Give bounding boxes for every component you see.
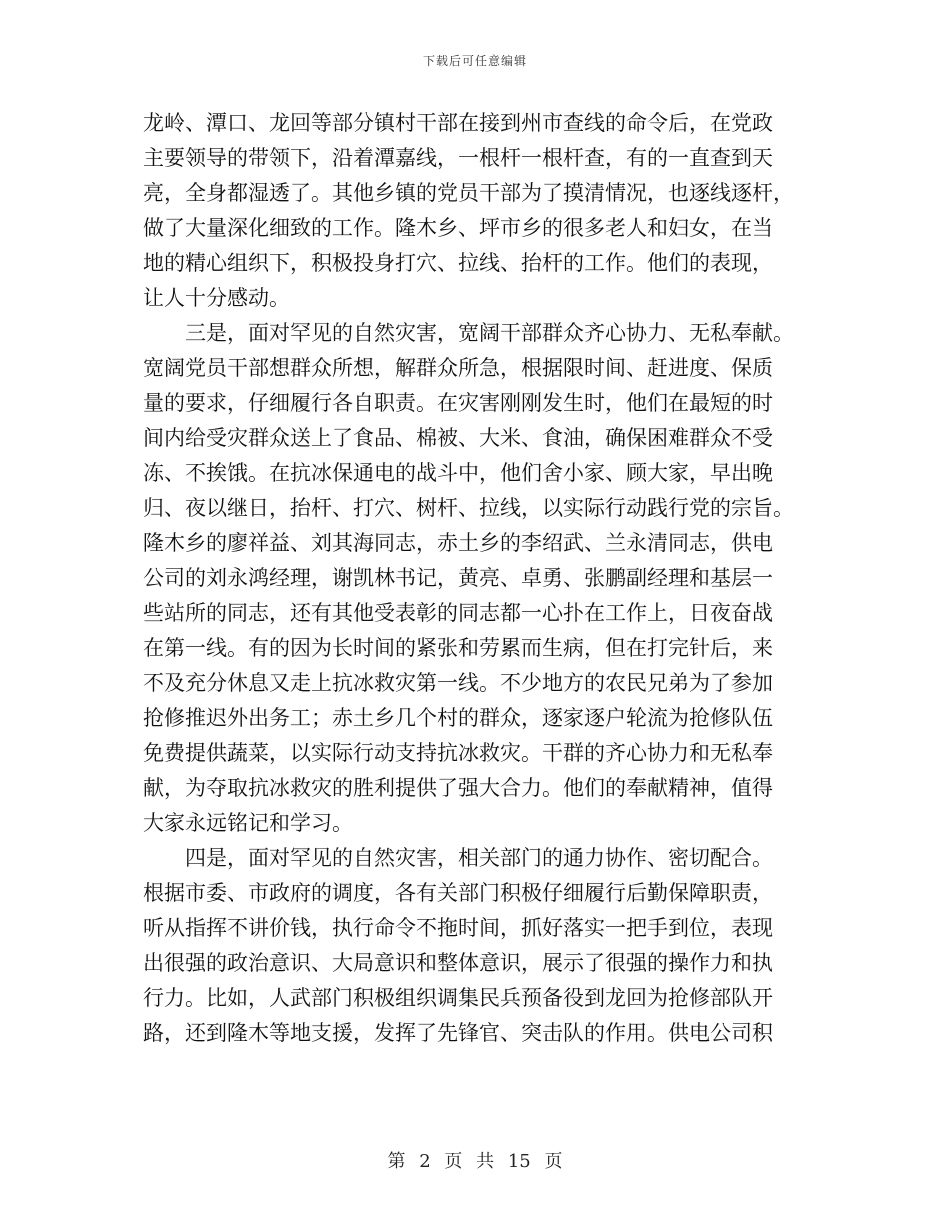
text-line: 些站所的同志，还有其他受表彰的同志都一心扑在工作上，日夜奋战 (143, 601, 773, 625)
text-line: 三是，面对罕见的自然灾害，宽阔干部群众齐心协力、无私奉献。 (185, 321, 794, 345)
text-line: 根据市委、市政府的调度，各有关部门积极仔细履行后勤保障职责， (143, 881, 773, 905)
text-line: 听从指挥不讲价钱，执行命令不拖时间，抓好落实一把手到位，表现 (143, 916, 773, 940)
text-line: 出很强的政治意识、大局意识和整体意识，展示了很强的操作力和执 (143, 951, 773, 975)
text-line: 抢修推迟外出务工；赤土乡几个村的群众，逐家逐户轮流为抢修队伍 (143, 706, 773, 730)
text-line: 路，还到隆木等地支援，发挥了先锋官、突击队的作用。供电公司积 (143, 1021, 773, 1045)
text-line: 冻、不挨饿。在抗冰保通电的战斗中，他们舍小家、顾大家，早出晚 (143, 461, 773, 485)
page-header: 下载后可任意编辑 (422, 54, 527, 68)
text-line: 隆木乡的廖祥益、刘其海同志，赤土乡的李绍武、兰永清同志，供电 (143, 531, 773, 555)
text-line: 间内给受灾群众送上了食品、棉被、大米、食油，确保困难群众不受 (143, 426, 773, 450)
text-line: 行力。比如，人武部门积极组织调集民兵预备役到龙回为抢修部队开 (143, 986, 773, 1010)
text-line: 大家永远铭记和学习。 (143, 811, 353, 835)
text-line: 免费提供蔬菜，以实际行动支持抗冰救灾。干群的齐心协力和无私奉 (143, 741, 773, 765)
text-line: 不及充分休息又走上抗冰救灾第一线。不少地方的农民兄弟为了参加 (143, 671, 773, 695)
text-line: 四是，面对罕见的自然灾害，相关部门的通力协作、密切配合。 (185, 846, 773, 870)
text-line: 让人十分感动。 (143, 286, 290, 310)
text-line: 亮，全身都湿透了。其他乡镇的党员干部为了摸清情况，也逐线逐杆， (143, 181, 794, 205)
text-line: 献，为夺取抗冰救灾的胜利提供了强大合力。他们的奉献精神，值得 (143, 776, 773, 800)
text-line: 量的要求，仔细履行各自职责。在灾害刚刚发生时，他们在最短的时 (143, 391, 773, 415)
text-line: 主要领导的带领下，沿着潭嘉线，一根杆一根杆查，有的一直查到天 (143, 146, 773, 170)
text-line: 归、夜以继日，抬杆、打穴、树杆、拉线，以实际行动践行党的宗旨。 (143, 496, 794, 520)
text-line: 宽阔党员干部想群众所想，解群众所急，根据限时间、赶进度、保质 (143, 356, 773, 380)
text-line: 地的精心组织下，积极投身打穴、拉线、抬杆的工作。他们的表现， (143, 251, 773, 275)
text-line: 在第一线。有的因为长时间的紧张和劳累而生病，但在打完针后，来 (143, 636, 773, 660)
text-line: 公司的刘永鸿经理，谢凯林书记，黄亮、卓勇、张鹏副经理和基层一 (143, 566, 773, 590)
page-footer: 第 2 页 共 15 页 (387, 1151, 563, 1172)
text-line: 龙岭、潭口、龙回等部分镇村干部在接到州市查线的命令后，在党政 (143, 111, 773, 135)
document-body (143, 106, 808, 1051)
text-line: 做了大量深化细致的工作。隆木乡、坪市乡的很多老人和妇女，在当 (143, 216, 773, 240)
